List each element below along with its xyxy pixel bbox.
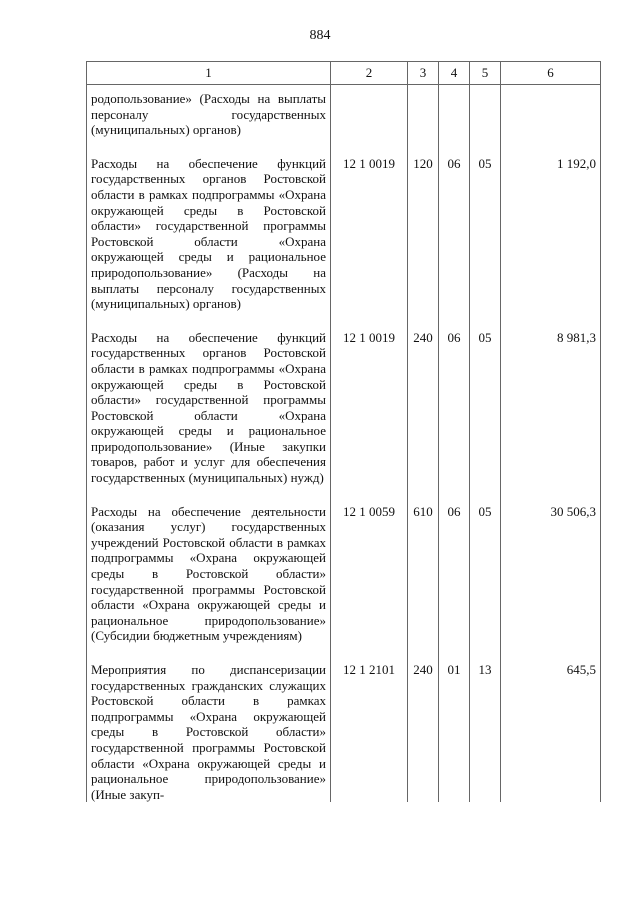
row-section: 06: [439, 330, 470, 486]
row-expense-type: [408, 85, 439, 138]
table-header-row: [87, 62, 601, 85]
row-subsection: [470, 85, 501, 138]
row-amount: 8 981,3: [501, 330, 601, 486]
row-target-code: 12 1 0019: [331, 156, 408, 312]
row-subsection: 13: [470, 662, 501, 802]
row-spacer: [87, 138, 601, 156]
row-expense-type: 240: [408, 662, 439, 802]
row-subsection: 05: [470, 156, 501, 312]
header-col-expense-type: 3: [408, 62, 439, 85]
row-expense-type: 240: [408, 330, 439, 486]
row-description: Расходы на обеспечение функций государственных органов Ростовской области в рамках подпрограммы «Охрана окружающей среды в Ростовской области» государственной программы Ростовской области «Охрана окружающей среды и рациональное природопользование» (Расходы на выплаты персоналу государственных (муниципальных) органов): [87, 156, 331, 312]
header-col-description: 1: [87, 62, 331, 85]
table-row: [87, 156, 601, 312]
row-target-code: 12 1 0059: [331, 504, 408, 644]
table-row: [87, 330, 601, 486]
row-description: родопользование» (Расходы на выплаты персоналу государственных (муниципальных) органов): [87, 85, 331, 138]
row-section: 06: [439, 504, 470, 644]
row-spacer: [87, 312, 601, 330]
table-row: [87, 662, 601, 802]
row-spacer: [87, 486, 601, 504]
row-spacer: [87, 644, 601, 662]
header-col-amount: 6: [501, 62, 601, 85]
row-target-code: 12 1 2101: [331, 662, 408, 802]
row-section: 01: [439, 662, 470, 802]
header-col-subsection: 5: [470, 62, 501, 85]
table-row: [87, 85, 601, 138]
row-amount: 645,5: [501, 662, 601, 802]
row-description: Расходы на обеспечение функций государственных органов Ростовской области в рамках подпрограммы «Охрана окружающей среды в Ростовской области» государственной программы Ростовской области «Охрана окружающей среды и рациональное природопользование» (Иные закупки товаров, работ и услуг для обеспечения государственных (муниципальных) нужд): [87, 330, 331, 486]
row-target-code: [331, 85, 408, 138]
row-section: [439, 85, 470, 138]
row-description: Мероприятия по диспансеризации государственных гражданских служащих Ростовской области в рамках подпрограммы «Охрана окружающей среды в Ростовской области» государственной программы Ростовской области «Охрана окружающей среды и рациональное природопользование» (Иные закуп-: [87, 662, 331, 802]
table-row: [87, 504, 601, 644]
row-target-code: 12 1 0019: [331, 330, 408, 486]
row-amount: 1 192,0: [501, 156, 601, 312]
header-col-target-code: 2: [331, 62, 408, 85]
row-subsection: 05: [470, 330, 501, 486]
header-col-section: 4: [439, 62, 470, 85]
row-expense-type: 120: [408, 156, 439, 312]
row-expense-type: 610: [408, 504, 439, 644]
row-amount: 30 506,3: [501, 504, 601, 644]
row-amount: [501, 85, 601, 138]
row-description: Расходы на обеспечение деятельности (оказания услуг) государственных учреждений Ростовской области в рамках подпрограммы «Охрана окружающей среды в Ростовской области» государственной программы Ростовской области «Охрана окружающей среды и рациональное природопользование» (Субсидии бюджетным учреждениям): [87, 504, 331, 644]
budget-table: [86, 61, 601, 802]
row-subsection: 05: [470, 504, 501, 644]
page-number: 884: [309, 28, 331, 43]
row-section: 06: [439, 156, 470, 312]
